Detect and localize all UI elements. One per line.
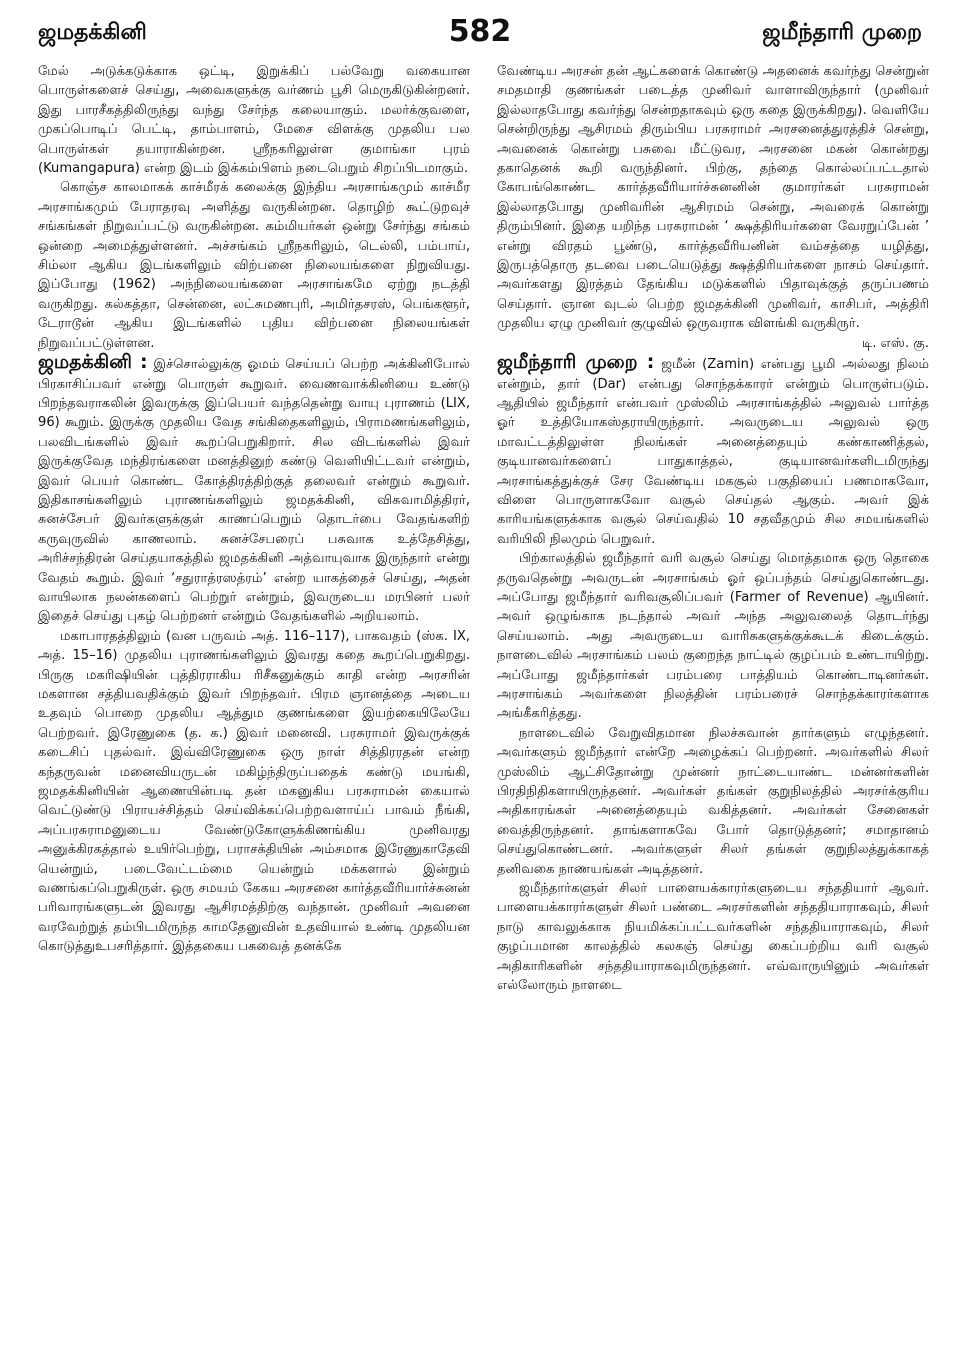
paragraph: நாளடைவில் வேறுவிதமான நிலச்சுவான் தார்களும் எழுந்தனர். அவர்களும் ஜமீந்தார் என்றே அழைக்கப் பெற்றனர். அவர்களில் சிலர் முஸ்லிம் ஆட்சிதோன்று முன்னர் நாட்டையாண்ட மன்னர்களின் பிரதிநிதிகளாயிருந்தனர். அவர்கள் தங்கள் குறுநிலத்தில் அரசர்க்குரிய அதிகாரங்கள் அனைத்தையும் வகித்தனர். அவர்கள் சேனைகள் வைத்திருந்தனர். தாங்களாகவே போர் தொடுத்தனர்; சமாதானம் செய்துகொண்டனர். அவர்களுள் சிலர் தங்கள் குறுநிலத்துக்காகத் தனிவகை நாணயங்கள் அடித்தனர். xyxy=(497,725,929,877)
entry-body: ஜமீன் (Zamin) என்பது பூமி அல்லது நிலம் என்றும், தார் (Dar) என்பது சொந்தக்காரர் என்றும் பொருள்படும். ஆதியில் ஜமீந்தார் என்பவர் முஸ்லிம் அரசாங்கத்தில் அலுவல் பார்த்த ஓர் உத்தியோகஸ்தராயிருந்தார். அவருடைய அலுவல் ஒரு மாவட்டத்திலுள்ள நிலங்கள் அனைத்தையும் கண்காணித்தல், குடியானவர்களைப் பாதுகாத்தல், குடியானவர்களிடமிருந்து அரசாங்கத்துக்குச் சேர வேண்டிய மகசூல் பகுதியைப் பணமாகவோ, விளை பொருளாகவோ வசூல் செய்தல் ஆகும். அவர் இக் காரியங்களுக்காக வசூல் செய்வதில் 10 சதவீதமும் சில சமயங்களில் வரியிலி நிலமும் பெறுவர். xyxy=(497,357,929,547)
author-signature: டி. எஸ். கு. xyxy=(861,335,929,351)
page-number: 582 xyxy=(448,14,512,49)
entry-paragraph xyxy=(38,353,470,627)
paragraph: பிற்காலத்தில் ஜமீந்தார் வரி வசூல் செய்து மொத்தமாக ஒரு தொகை தருவதென்று அவருடன் அரசாங்கம் ஓர் ஒப்பந்தம் செய்துகொண்டது. அப்போது ஜமீந்தார் வரிவசூலிப்பவர் (Farmer of Revenue) ஆயினர். அவர் ஒழுங்காக நடந்தால் அவர் அந்த அலுவலைத் தொடர்ந்து செய்யலாம். அது அவருடைய வாரிசுகளுக்குக்கூடக் கிடைக்கும். நாளடைவில் அரசாங்கம் பலம் குறைந்த நாட்டில் குழப்பம் உண்டாயிற்று. அப்போது ஜமீந்தார்கள் பரம்பரை பாத்தியம் கொண்டாடினர்கள். அரசாங்கம் அவர்களை நிலத்தின் பரம்பரைச் சொந்தக்காரர்களாக அங்கீகரித்தது. xyxy=(497,551,929,722)
paragraph: கொஞ்ச காலமாகக் காச்மீரக் கலைக்கு இந்திய அரசாங்கமும் காச்மீர அரசாங்கமும் பேராதரவு அளித்து வருகின்றன. தொழிற் கூட்டுறவுச் சங்கங்கள் நிறுவப்பட்டு வருகின்றன. கம்மியர்கள் ஒன்று சேர்ந்து சங்கம் ஒன்றை அமைத்துள்ளனர். அச்சங்கம் ஸ்ரீநகரிலும், டெல்லி, பம்பாய், சிம்லா ஆகிய இடங்களிலும் விற்பனை நிலையங்களை நிறுவியது. இப்போது (1962) அந்நிலையங்களை அரசாங்கமே ஏற்று நடத்தி வருகிறது. கல்கத்தா, சென்னை, லட்சுமணபுரி, அமிர்தசரஸ், பெங்களூர், டேராடூன் ஆகிய இடங்களில் புதிய விற்பனை நிலையங்கள் நிறுவப்பட்டுள்ளன. xyxy=(38,180,470,351)
entry-title: ஜமதக்கினி : xyxy=(38,351,148,374)
paragraph: மேல் அடுக்கடுக்காக ஒட்டி, இறுக்கிப் பல்வேறு வகையான பொருள்களைச் செய்து, அவைகளுக்கு வர்ணம் பூசி மெருகிடுகின்றனர். இது பாரசீகத்திலிருந்து வந்து சேர்ந்த கலையாகும். மலர்க்குவளை, முகப்பொடிப் பெட்டி, தாம்பாளம், மேசை விளக்கு முதலிய பல பொருள்கள் தயாராகின்றன. ஸ்ரீநகரிலுள்ள குமாங்கா புரம் (Kumangapura) என்ற இடம் இக்கம்பிளம் நடைபெறும் சிறப்பிடமாகும். xyxy=(38,64,470,177)
paragraph: ஜமீந்தார்களுள் சிலர் பாளையக்காரர்களுடைய சந்ததியார் ஆவர். பாளையக்காரர்களுள் சிலர் பண்டை அரசர்களின் சந்ததியாராகவும், சிலர் நாடு காவலுக்காக நியமிக்கப்பட்டவர்களின் சந்ததியாராகவும், சிலர் குழப்பமான காலத்தில் கலகஞ் செய்து கைப்பற்றிய வரி வசூல் அதிகாரிகளின் சந்ததியாராகவுமிருந்தனர். எவ்வாருயினும் அவர்கள் எல்லோரும் நாளடை xyxy=(497,881,929,994)
right-column xyxy=(497,62,929,1352)
paragraph: வேண்டிய அரசன் தன் ஆட்களைக் கொண்டு அதனைக் கவர்ந்து சென்றுன் சமதமாதி குணங்கள் படைத்த முனிவர் வாளாவிருந்தார் (முனிவர் இல்லாதபோது கவர்ந்து சென்றதாகவும் ஒரு கதை இருக்கிறது). வெளியே சென்றிருந்து ஆசிரமம் திரும்பிய பரசுராமர் அரசனைத்துரத்திச் சென்று, அவனைக் கொன்று பசுவை மீட்டுவர, அரசனை மகன் கொன்றது தகாதெனக் கூறி வருந்தினர். பிற்கு, தந்தை கொல்லப்பட்டதால் கோபங்கொண்ட கார்த்தவீரியார்ச்சுனனின் குமாரர்கள் பரசுராமன் இல்லாதபோது முனிவரின் ஆசிரமம் சென்று, அவரைக் கொன்று திரும்பினர். இதை யறிந்த பரசுராமன் ‘ க்ஷத்திரியர்களை வேரறுப்பேன் ’ என்று விரதம் பூண்டு, கார்த்தவீரியனின் வம்சத்தை யழித்து, இருபத்தொரு தடவை படையெடுத்து க்ஷத்திரியர்களை நாசம் செய்தார். அவர்களது இரத்தம் தேங்கிய மடுக்களில் பிதாவுக்குத் தருப்பணம் செய்தார். ஞான வுடல் பெற்ற ஜமதக்கினி முனிவர், காசிபர், அத்திரி முதலிய ஏழு முனிவர் குழுவில் ஒருவராக விளங்கி வருகிருர். xyxy=(497,64,929,332)
running-head-right: ஜமீந்தாரி முறை xyxy=(762,20,922,45)
running-head-left: ஜமதக்கினி xyxy=(38,20,147,45)
entry-title: ஜமீந்தாரி முறை : xyxy=(497,351,655,374)
page-header xyxy=(38,14,922,58)
paragraph: மகாபாரதத்திலும் (வன பருவம் அத். 116–117), பாகவதம் (ஸ்க. IX, அத். 15–16) முதலிய புராணங்களிலும் இவரது கதை கூறப்பெறுகிறது. பிருகு மகரிஷியின் புத்திரராகிய ரிசீகனுக்கும் காதி என்ற அரசரின் மகளான சத்தியவதிக்கும் இவர் பிறந்தவர். பிரம ஞானத்தை அடைய உதவும் பொறை முதலிய ஆத்தும குணங்களை இயற்கையிலேயே பெற்றவர். இரேணுகை (த. க.) இவர் மனைவி. பரசுராமர் இவருக்குக் கடைசிப் புதல்வர். இவ்விரேணுகை ஒரு நாள் சித்திரரதன் என்ற கந்தருவன் மனைவியருடன் மகிழ்ந்திருப்பதைக் கண்டு மயங்கி, ஜமதக்கினியின் ஆணையின்படி தன் மகனுகிய பரசுராமன் கையால் வெட்டுண்டு பிராயச்சித்தம் செய்விக்கப்பெற்றவளாய்ப் பாவம் நீங்கி, அப்பரசுராமனுடைய வேண்டுகோளுக்கிணங்கிய முனிவரது அனுக்கிரகத்தால் உயிர்பெற்று, பராசக்தியின் அம்சமாக இரேணுகாதேவி யென்றும், படைவேட்டம்மை யென்றும் மக்களால் இன்றும் வணங்கப்பெறுகிருள். ஒரு சமயம் கேகய அரசனை கார்த்தவீரியார்ச்சுனன் பரிவாரங்களுடன் இவரது ஆசிரமத்திற்கு வந்தான். முனிவர் அவனை வரவேற்றுத் தம்பிடமிருந்த காமதேனுவின் உதவியால் உண்டி முதலியன கொடுத்துஉபசரித்தார். இத்தகைய பசுவைத் தனக்கே xyxy=(38,628,470,955)
left-column xyxy=(38,62,470,1352)
entry-body: இச்சொல்லுக்கு ஓமம் செய்யப் பெற்ற அக்கினிபோல் பிரகாசிப்பவர் என்று பொருள் கூறுவர். வைணவாக்கினியை உண்டு பிறந்தவராகலின் இவருக்கு இப்பெயர் வந்ததென்று வாயு புராணம் (LIX, 96) கூறும். இருக்கு முதலிய வேத சங்கிதைகளிலும், பிராமணங்களிலும், பலவிடங்களில் இவர் கூறப்பெறுகிறார். சில விடங்களில் இவர் இருக்குவேத மந்திரங்களை மனத்தினுற் கண்டு வெளியிட்டவர் என்றும், இவர் பெயர் கொண்ட கோத்திரத்திற்குத் தலைவர் என்றும் கூறுவர். இதிகாசங்களிலும் புராணங்களிலும் ஜமதக்கினி, விசுவாமித்திரர், சுனச்சேபர் இவர்களுக்குள் காணப்பெறும் தொடர்பை வேதங்களிற் கருவுருவில் காணலாம். சுனச்சேபரைப் பசுவாக உத்தேசித்து, அரிச்சந்திரன் செய்தயாகத்தில் ஜமதக்கினி அத்வாயுவாக இருந்தார் என்று வேதம் கூறும். இவர் ‘சதுராத்ரஸத்ரம்’ என்ற யாகத்தைச் செய்து, அதன் வாயிலாக நலன்களைப் பெற்றுர் என்றும், இவருடைய மரபினர் பலர் இதைச் செய்து புகழ் பெற்றனர் என்றும் வேதங்களில் அறியலாம். xyxy=(38,357,470,625)
entry-paragraph xyxy=(497,353,929,549)
